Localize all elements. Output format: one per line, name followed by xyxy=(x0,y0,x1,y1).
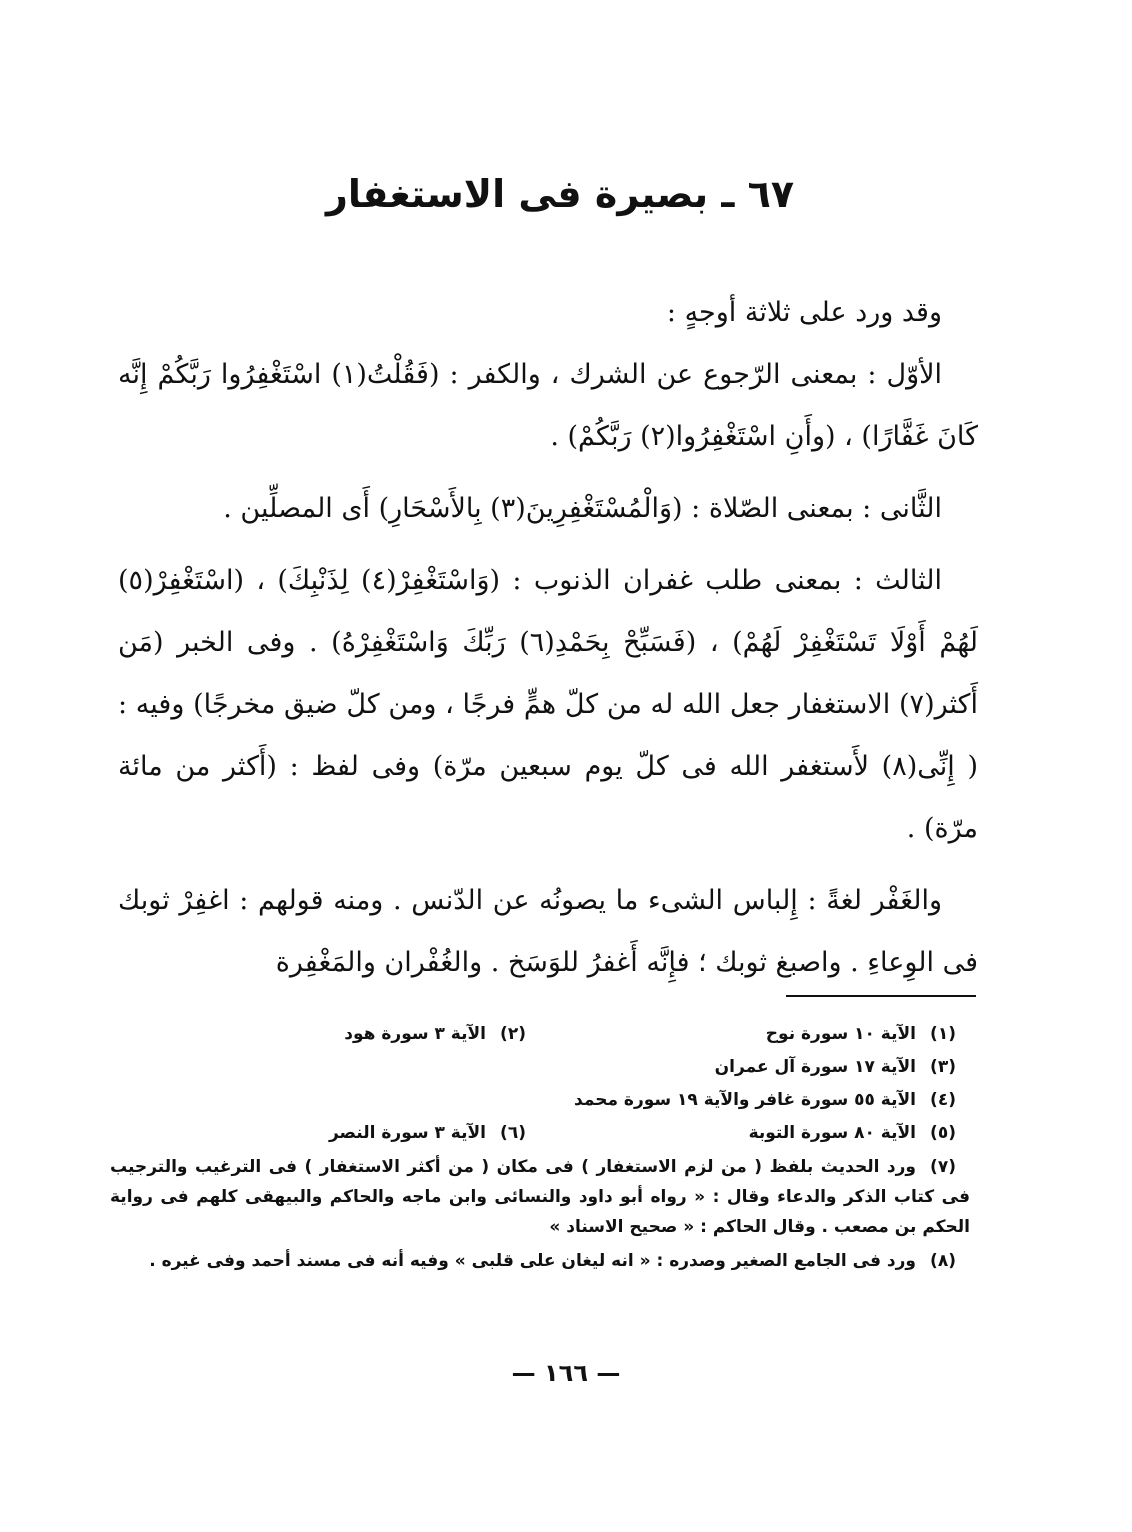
footnote-1 xyxy=(540,1018,970,1051)
footnote-text: ورد الحديث بلفظ ( من لزم الاستغفار ) فى مكان ( من أكثر الاستغفار ) فى الترغيب والترجيب فى كتاب الذكر والدعاء وقال : « رواه أبو داود والنسائى وابن ماجه والحاكم والبيهقى كلهم فى رواية الحكم بن مصعب . وقال الحاكم : « صحيح الاسناد » xyxy=(110,1157,970,1237)
footnote-number: (٧) xyxy=(930,1157,956,1177)
footnote-text: ورد فى الجامع الصغير وصدره : « انه ليغان على قلبى » وفيه أنه فى مسند أحمد وفى غيره . xyxy=(149,1251,916,1271)
footnote-row xyxy=(110,1117,970,1150)
footnote-separator xyxy=(786,995,976,997)
footnote-number: (٦) xyxy=(500,1123,526,1143)
footnote-row xyxy=(110,1018,970,1051)
footnote-number: (٨) xyxy=(930,1251,956,1271)
paragraph-linguistic: والغَفْر لغةً : إِلباس الشىء ما يصونُه عن الدّنس . ومنه قولهم : اغفِرْ ثوبك فى الوِعاءِ . واصبغ ثوبك ؛ فإِنَّه أَغفرُ للوَسَخ . والغُفْران والمَغْفِرة xyxy=(118,885,978,978)
footnote-6 xyxy=(110,1117,540,1150)
paragraph-first-meaning: الأوّل : بمعنى الرّجوع عن الشرك ، والكفر : (فَقُلْتُ(١) اسْتَغْفِرُوا رَبَّكُمْ إِنَّه كَانَ غَفَّارًا) ، (وأَنِ اسْتَغْفِرُوا(٢) رَبَّكُمْ) . xyxy=(118,359,978,452)
footnote-text: الآية ٨٠ سورة التوبة xyxy=(748,1123,916,1143)
footnote-2 xyxy=(110,1018,540,1051)
footnote-row xyxy=(110,1084,970,1117)
footnote-3 xyxy=(540,1051,970,1084)
paragraph-intro: وقد ورد على ثلاثة أوجهٍ : xyxy=(666,297,942,328)
footnote-text: الآية ٣ سورة هود xyxy=(344,1024,486,1044)
footnote-number: (٣) xyxy=(930,1057,956,1077)
footnote-number: (٤) xyxy=(930,1090,956,1110)
footnote-4 xyxy=(540,1084,970,1117)
footnote-number: (١) xyxy=(930,1024,956,1044)
footnote-7 xyxy=(110,1152,970,1242)
footnote-text: الآية ١٠ سورة نوح xyxy=(765,1024,916,1044)
footnote-text: الآية ١٧ سورة آل عمران xyxy=(714,1057,916,1077)
footnote-row xyxy=(110,1051,970,1084)
paragraph-third-meaning: الثالث : بمعنى طلب غفران الذنوب : (وَاسْتَغْفِرْ(٤) لِذَنْبِكَ) ، (اسْتَغْفِرْ(٥) لَهُمْ أَوْلَا تَسْتَغْفِرْ لَهُمْ) ، (فَسَبِّحْ بِحَمْدِ(٦) رَبِّكَ وَاسْتَغْفِرْهُ) . وفى الخبر (مَن أَكثر(٧) الاستغفار جعل الله له من كلّ همٍّ فرجًا ، ومن كلّ ضيق مخرجًا) وفيه : ( إِنِّى(٨) لأَستغفر الله فى كلّ يوم سبعين مرّة) وفى لفظ : (أَكثر من مائة مرّة) . xyxy=(118,565,979,844)
main-text xyxy=(118,282,978,994)
footnote-8 xyxy=(110,1246,970,1276)
footnotes xyxy=(110,1018,970,1280)
chapter-title: ٦٧ ـ بصيرة فى الاستغفار xyxy=(325,172,795,216)
footnote-text: الآية ٣ سورة النصر xyxy=(328,1123,486,1143)
footnote-number: (٢) xyxy=(500,1024,526,1044)
footnote-5 xyxy=(540,1117,970,1150)
page-number: — ١٦٦ — xyxy=(511,1359,621,1387)
paragraph-second-meaning: الثَّانى : بمعنى الصّلاة : (وَالْمُسْتَغْفِرِينَ(٣) بِالأَسْحَارِ) أَى المصلِّين . xyxy=(223,493,942,524)
footnote-text: الآية ٥٥ سورة غافر والآية ١٩ سورة محمد xyxy=(574,1090,916,1110)
footnote-number: (٥) xyxy=(930,1123,956,1143)
